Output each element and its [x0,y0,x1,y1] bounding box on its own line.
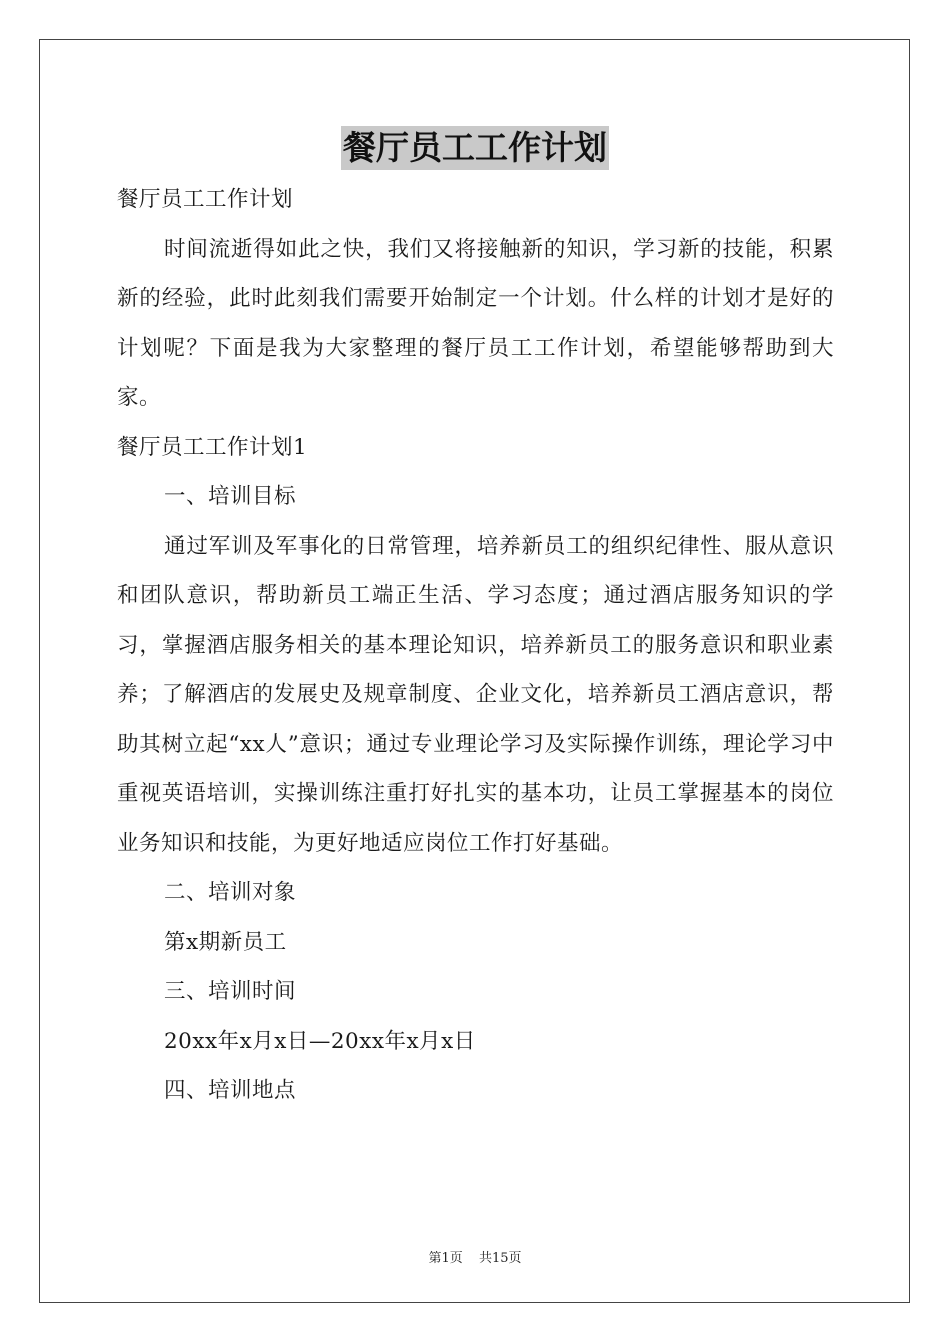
paragraph-9: 四、培训地点 [164,1078,297,1103]
paragraph-1: 时间流逝得如此之快，我们又将接触新的知识，学习新的技能，积累新的经验，此时此刻我们需要开始制定一个计划。什么样的计划才是好的计划呢？下面是我为大家整理的餐厅员工工作计划，希望能够帮助到大家。 [117,236,834,410]
page-total: 共15页 [478,1251,522,1266]
paragraph-0: 餐厅员工工作计划 [117,187,294,212]
document-title: 餐厅员工工作计划 [341,126,609,170]
document-body [117,175,834,1116]
paragraph-6: 第x期新员工 [164,929,287,955]
page-footer [0,1247,950,1266]
paragraph-2: 餐厅员工工作计划1 [117,434,308,460]
paragraph-5: 二、培训对象 [164,880,297,905]
paragraph-4: 通过军训及军事化的日常管理，培养新员工的组织纪律性、服从意识和团队意识，帮助新员工端正生活、学习态度；通过酒店服务知识的学习，掌握酒店服务相关的基本理论知识，培养新员工的服务意识和职业素养；了解酒店的发展史及规章制度、企业文化，培养新员工酒店意识，帮助其树立起“xx人”意识；通过专业理论学习及实际操作训练，理论学习中重视英语培训，实操训练注重打好扎实的基本功，让员工掌握基本的岗位业务知识和技能，为更好地适应岗位工作打好基础。 [117,533,834,856]
title-wrap [0,126,950,170]
page-number: 第1页 [428,1251,463,1266]
paragraph-8: 20xx年x月x日—20xx年x月x日 [164,1028,476,1054]
paragraph-7: 三、培训时间 [164,979,297,1004]
paragraph-3: 一、培训目标 [164,484,297,509]
